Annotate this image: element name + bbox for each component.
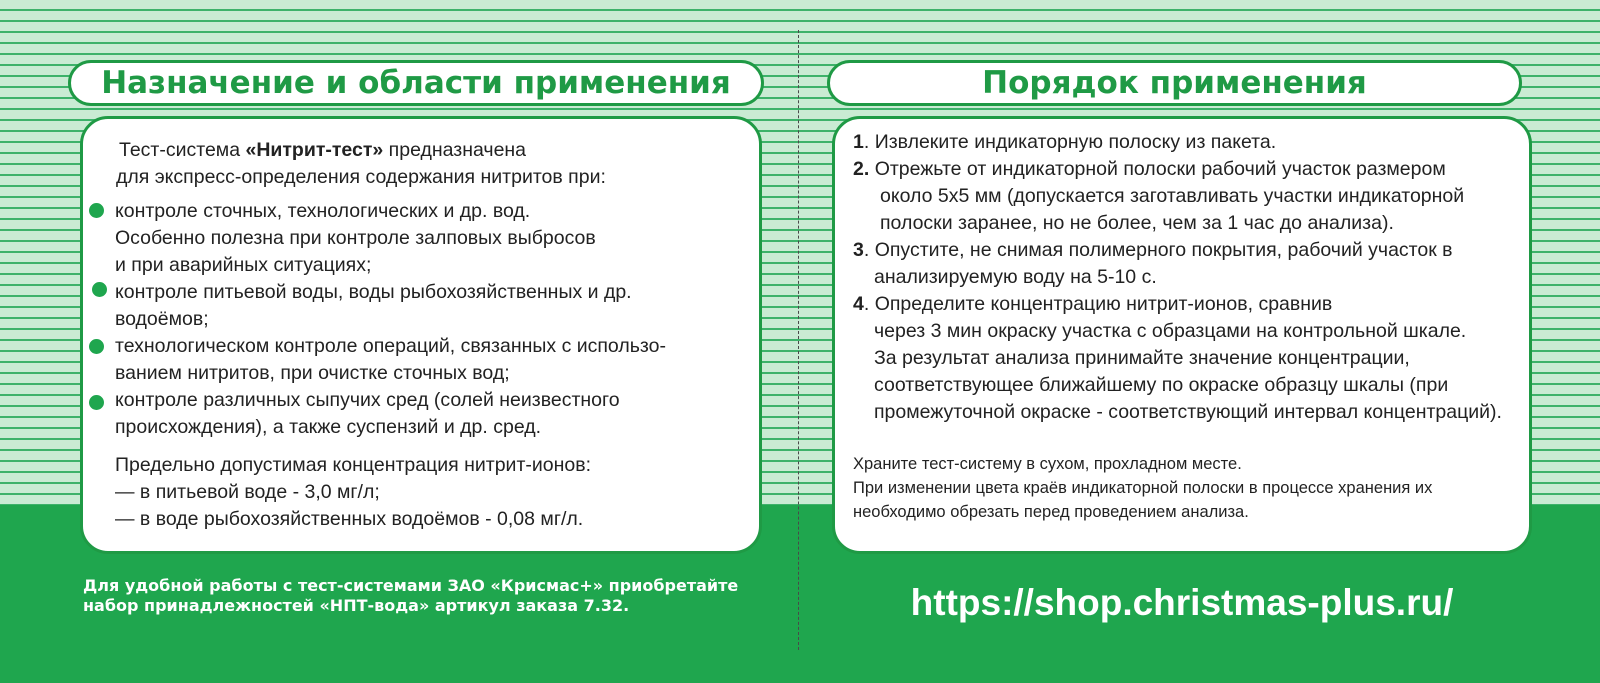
storage-line-3: необходимо обрезать перед проведением анализа.	[853, 503, 1249, 521]
step-2	[853, 156, 1446, 183]
intro-post: предназначена	[383, 139, 527, 161]
step-2-number: 2.	[853, 158, 870, 180]
shop-url-link[interactable]: https://shop.christmas-plus.ru/	[910, 582, 1454, 623]
step-4-line-3: За результат анализа принимайте значение концентрации,	[874, 347, 1410, 369]
step-4-line-4: соответствующее ближайшему по окраске образцу шкалы (при	[874, 374, 1449, 396]
right-section-title: Порядок применения	[827, 60, 1522, 106]
bullet-dot-icon	[89, 339, 104, 354]
bullet-dot-icon	[89, 203, 104, 218]
bullet-dot-icon	[89, 395, 104, 410]
step-4-number: 4	[853, 293, 864, 315]
bullet-2-line-2: водоёмов;	[115, 308, 209, 330]
step-1: 1. Извлеките индикаторную полоску из пакета.	[853, 131, 1277, 153]
step-4: 4. Определите концентрацию нитрит-ионов, сравнив	[853, 293, 1333, 315]
purpose-panel	[80, 116, 762, 554]
product-name: «Нитрит-тест»	[245, 139, 384, 161]
accessories-note-line-1: Для удобной работы с тест-системами ЗАО «Крисмас+» приобретайте	[83, 576, 739, 595]
accessories-note	[83, 576, 738, 616]
bullet-4-line-2: происхождения), а также суспензий и др. сред.	[115, 416, 542, 438]
bullet-1-line-2: Особенно полезна при контроле залповых выбросов	[115, 227, 596, 249]
bullet-1-line-1: контроле сточных, технологических и др. вод.	[115, 200, 531, 222]
bullet-2-line-1: контроле питьевой воды, воды рыбохозяйственных и др.	[115, 281, 632, 303]
step-3: 3. Опустите, не снимая полимерного покрытия, рабочий участок в	[853, 239, 1453, 261]
intro-line-1	[119, 137, 526, 164]
step-2-line-2: около 5x5 мм (допускается заготавливать участки индикаторной	[880, 185, 1465, 207]
fold-line	[798, 30, 799, 650]
step-2-line-1: Отрежьте от индикаторной полоски рабочий участок размером	[874, 158, 1446, 180]
limit-drinking: — в питьевой воде - 3,0 мг/л;	[115, 481, 380, 503]
intro-pre: Тест-система	[119, 139, 246, 161]
step-4-line-1: Определите концентрацию нитрит-ионов, сравнив	[874, 293, 1333, 315]
limits-title: Предельно допустимая концентрация нитрит-ионов:	[115, 454, 592, 476]
step-4-line-5: промежуточной окраске - соответствующий интервал концентраций).	[874, 401, 1502, 423]
usage-panel	[832, 116, 1532, 554]
step-1-number: 1	[853, 131, 864, 153]
storage-line-2: При изменении цвета краёв индикаторной полоски в процессе хранения их	[853, 479, 1433, 497]
bullet-1-line-3: и при аварийных ситуациях;	[115, 254, 372, 276]
limit-fishery: — в воде рыбохозяйственных водоёмов - 0,08 мг/л.	[115, 508, 584, 530]
step-2-line-3: полоски заранее, но не более, чем за 1 час до анализа).	[880, 212, 1394, 234]
bullet-3-line-2: ванием нитритов, при очистке сточных вод;	[115, 362, 510, 384]
step-1-text: Извлеките индикаторную полоску из пакета.	[874, 131, 1277, 153]
accessories-note-line-2: набор принадлежностей «НПТ-вода» артикул заказа 7.32.	[83, 596, 630, 615]
storage-line-1: Храните тест-систему в сухом, прохладном месте.	[853, 455, 1242, 473]
step-4-line-2: через 3 мин окраску участка с образцами на контрольной шкале.	[874, 320, 1467, 342]
step-3-line-2: анализируемую воду на 5-10 с.	[874, 266, 1157, 288]
step-3-line-1: Опустите, не снимая полимерного покрытия, рабочий участок в	[874, 239, 1453, 261]
intro-line-2: для экспресс-определения содержания нитритов при:	[116, 166, 606, 188]
step-3-number: 3	[853, 239, 864, 261]
bullet-3-line-1: технологическом контроле операций, связанных с использо-	[115, 335, 666, 357]
bullet-4-line-1: контроле различных сыпучих сред (солей неизвестного	[115, 389, 620, 411]
left-section-title: Назначение и области применения	[68, 60, 764, 106]
bullet-dot-icon	[92, 282, 107, 297]
